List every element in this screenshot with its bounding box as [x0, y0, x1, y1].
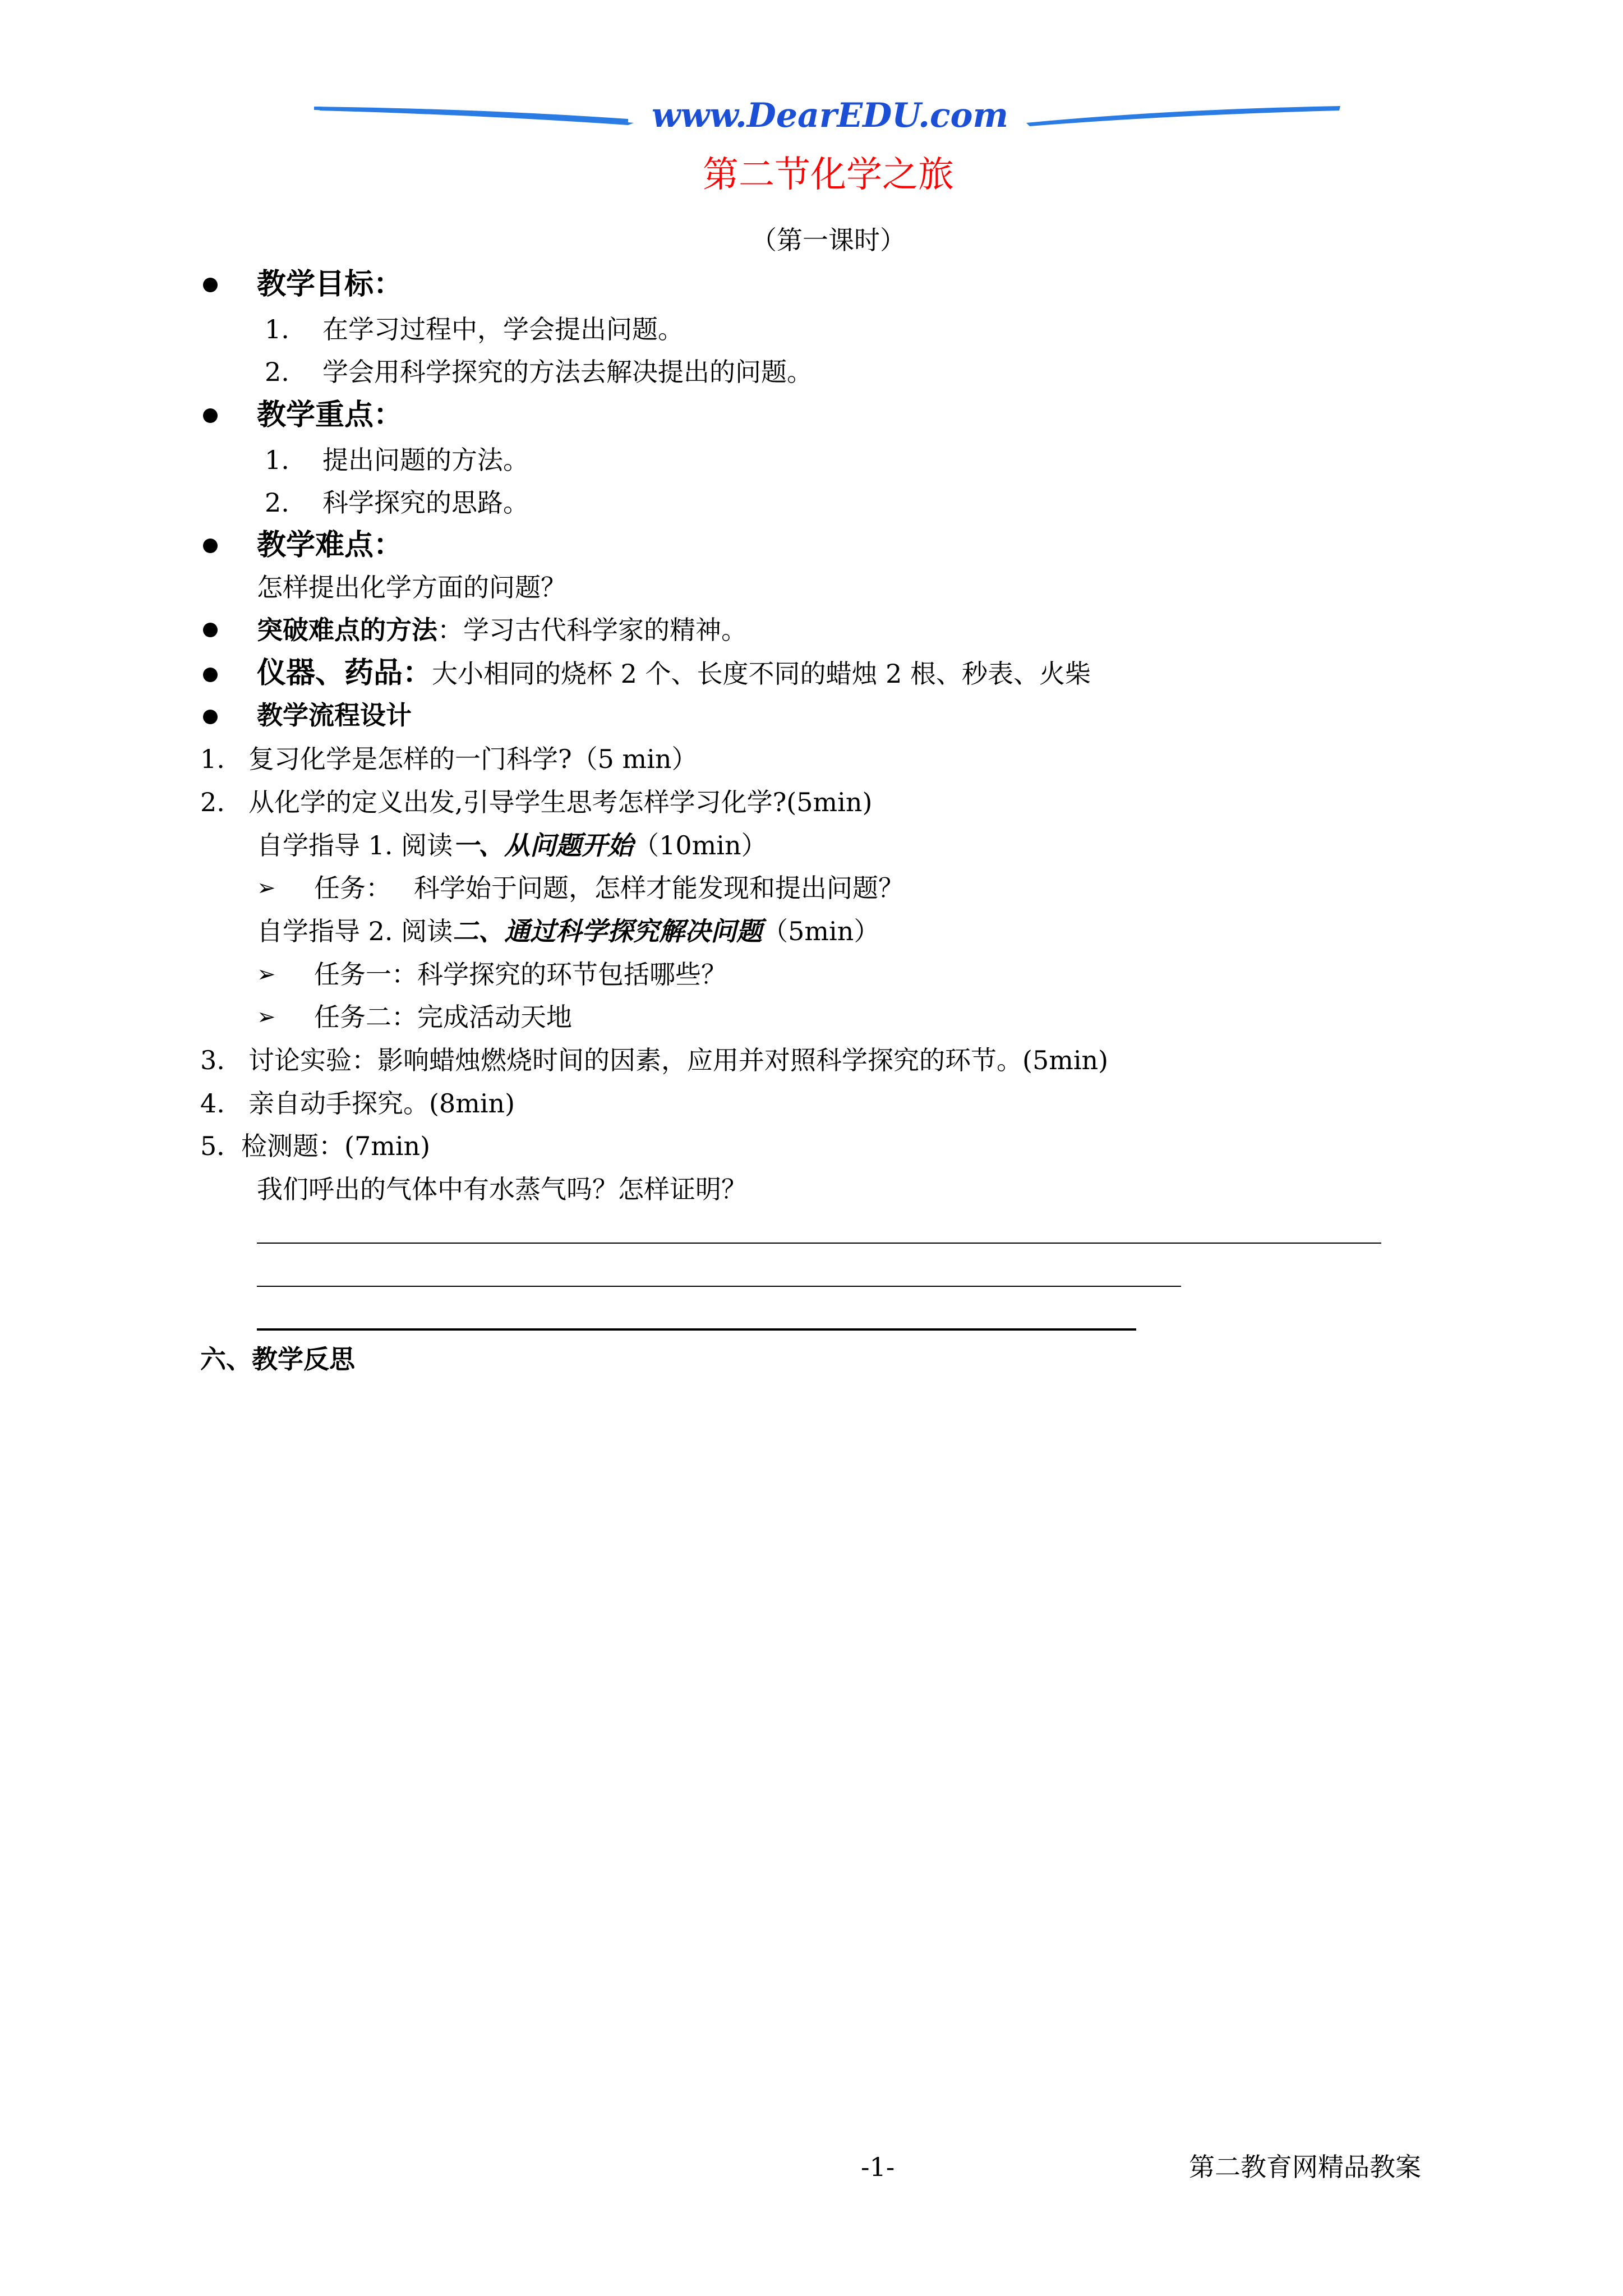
guide-2-title: 二、通过科学探究解决问题	[453, 916, 763, 946]
guide-1-task-text: 科学始于问题，怎样才能发现和提出问题？	[414, 873, 904, 903]
page-subtitle: （第一课时）	[751, 225, 906, 255]
bullet-icon	[203, 710, 218, 724]
process-step-num: 2.	[200, 787, 225, 817]
question-text: 我们呼出的气体中有水蒸气吗？怎样证明？	[257, 1174, 747, 1204]
process-step-text: 讨论实验：影响蜡烛燃烧时间的因素，应用并对照科学探究的环节。(5min)	[248, 1045, 1109, 1075]
bullet-icon	[203, 668, 218, 682]
objective-num: 2.	[265, 357, 289, 387]
process-step-text: 复习化学是怎样的一门科学?（5 min）	[248, 744, 698, 774]
difficulties-heading: 教学难点：	[257, 528, 403, 562]
reflection-heading: 六、教学反思	[200, 1344, 355, 1374]
answer-line	[257, 1243, 1381, 1244]
arrow-bullet-icon: ➢	[257, 1004, 276, 1030]
materials-label: 仪器、药品：	[257, 656, 432, 690]
breakthrough-text: ：学习古代科学家的精神。	[437, 615, 747, 645]
arrow-bullet-icon: ➢	[257, 961, 276, 987]
process-step-text: 从化学的定义出发,引导学生思考怎样学习化学?(5min)	[248, 787, 873, 817]
objective-num: 1.	[265, 314, 289, 344]
process-step-num: 1.	[200, 744, 225, 774]
guide-2-task: 任务一：科学探究的环节包括哪些？	[314, 959, 727, 990]
objective-text: 在学习过程中，学会提出问题。	[322, 314, 684, 344]
materials-line	[257, 655, 1091, 691]
materials-text: 大小相同的烧杯 2 个、长度不同的蜡烛 2 根、秒表、火柴	[432, 659, 1091, 689]
breakthrough-line	[257, 613, 747, 647]
objective-text: 学会用科学探究的方法去解决提出的问题。	[322, 357, 813, 387]
page-title: 第二节化学之旅	[703, 154, 954, 196]
guide-1-prefix: 自学指导 1. 阅读	[257, 830, 453, 861]
guide-1-task-label: 任务：	[314, 873, 391, 903]
guide-1-time: （10min）	[633, 830, 767, 861]
guide-2-time: （5min）	[762, 916, 880, 946]
bullet-icon	[203, 623, 218, 637]
objectives-heading: 教学目标：	[257, 267, 403, 301]
bullet-icon	[203, 408, 218, 423]
header-brand: www.DearEDU.com	[651, 96, 1008, 135]
answer-line	[257, 1286, 1181, 1287]
answer-line	[257, 1328, 1136, 1331]
key-points-heading: 教学重点：	[257, 398, 403, 432]
bullet-icon	[203, 539, 218, 553]
process-step-text: 亲自动手探究。(8min)	[248, 1088, 515, 1119]
process-heading: 教学流程设计	[257, 700, 412, 730]
header-banner	[314, 98, 1340, 140]
key-point-text: 科学探究的思路。	[322, 487, 529, 518]
process-step-num: 3.	[200, 1045, 225, 1075]
difficulties-text: 怎样提出化学方面的问题？	[257, 572, 566, 602]
key-point-num: 2.	[265, 487, 289, 518]
process-step-num: 4.	[200, 1088, 225, 1119]
guide-2-line	[257, 914, 879, 948]
footer-source: 第二教育网精品教案	[1189, 2152, 1421, 2182]
breakthrough-label: 突破难点的方法	[257, 615, 437, 645]
process-step-text: 检测题：(7min)	[241, 1131, 431, 1161]
process-step-num: 5．	[200, 1131, 243, 1161]
guide-1-title: 一、从问题开始	[453, 830, 634, 861]
key-point-text: 提出问题的方法。	[322, 445, 529, 475]
key-point-num: 1.	[265, 445, 289, 475]
arrow-bullet-icon: ➢	[257, 875, 276, 901]
bullet-icon	[203, 278, 218, 292]
guide-1-line	[257, 829, 767, 862]
page-number: -1-	[861, 2152, 895, 2182]
guide-2-prefix: 自学指导 2. 阅读	[257, 916, 453, 946]
guide-2-task: 任务二：完成活动天地	[314, 1002, 572, 1032]
